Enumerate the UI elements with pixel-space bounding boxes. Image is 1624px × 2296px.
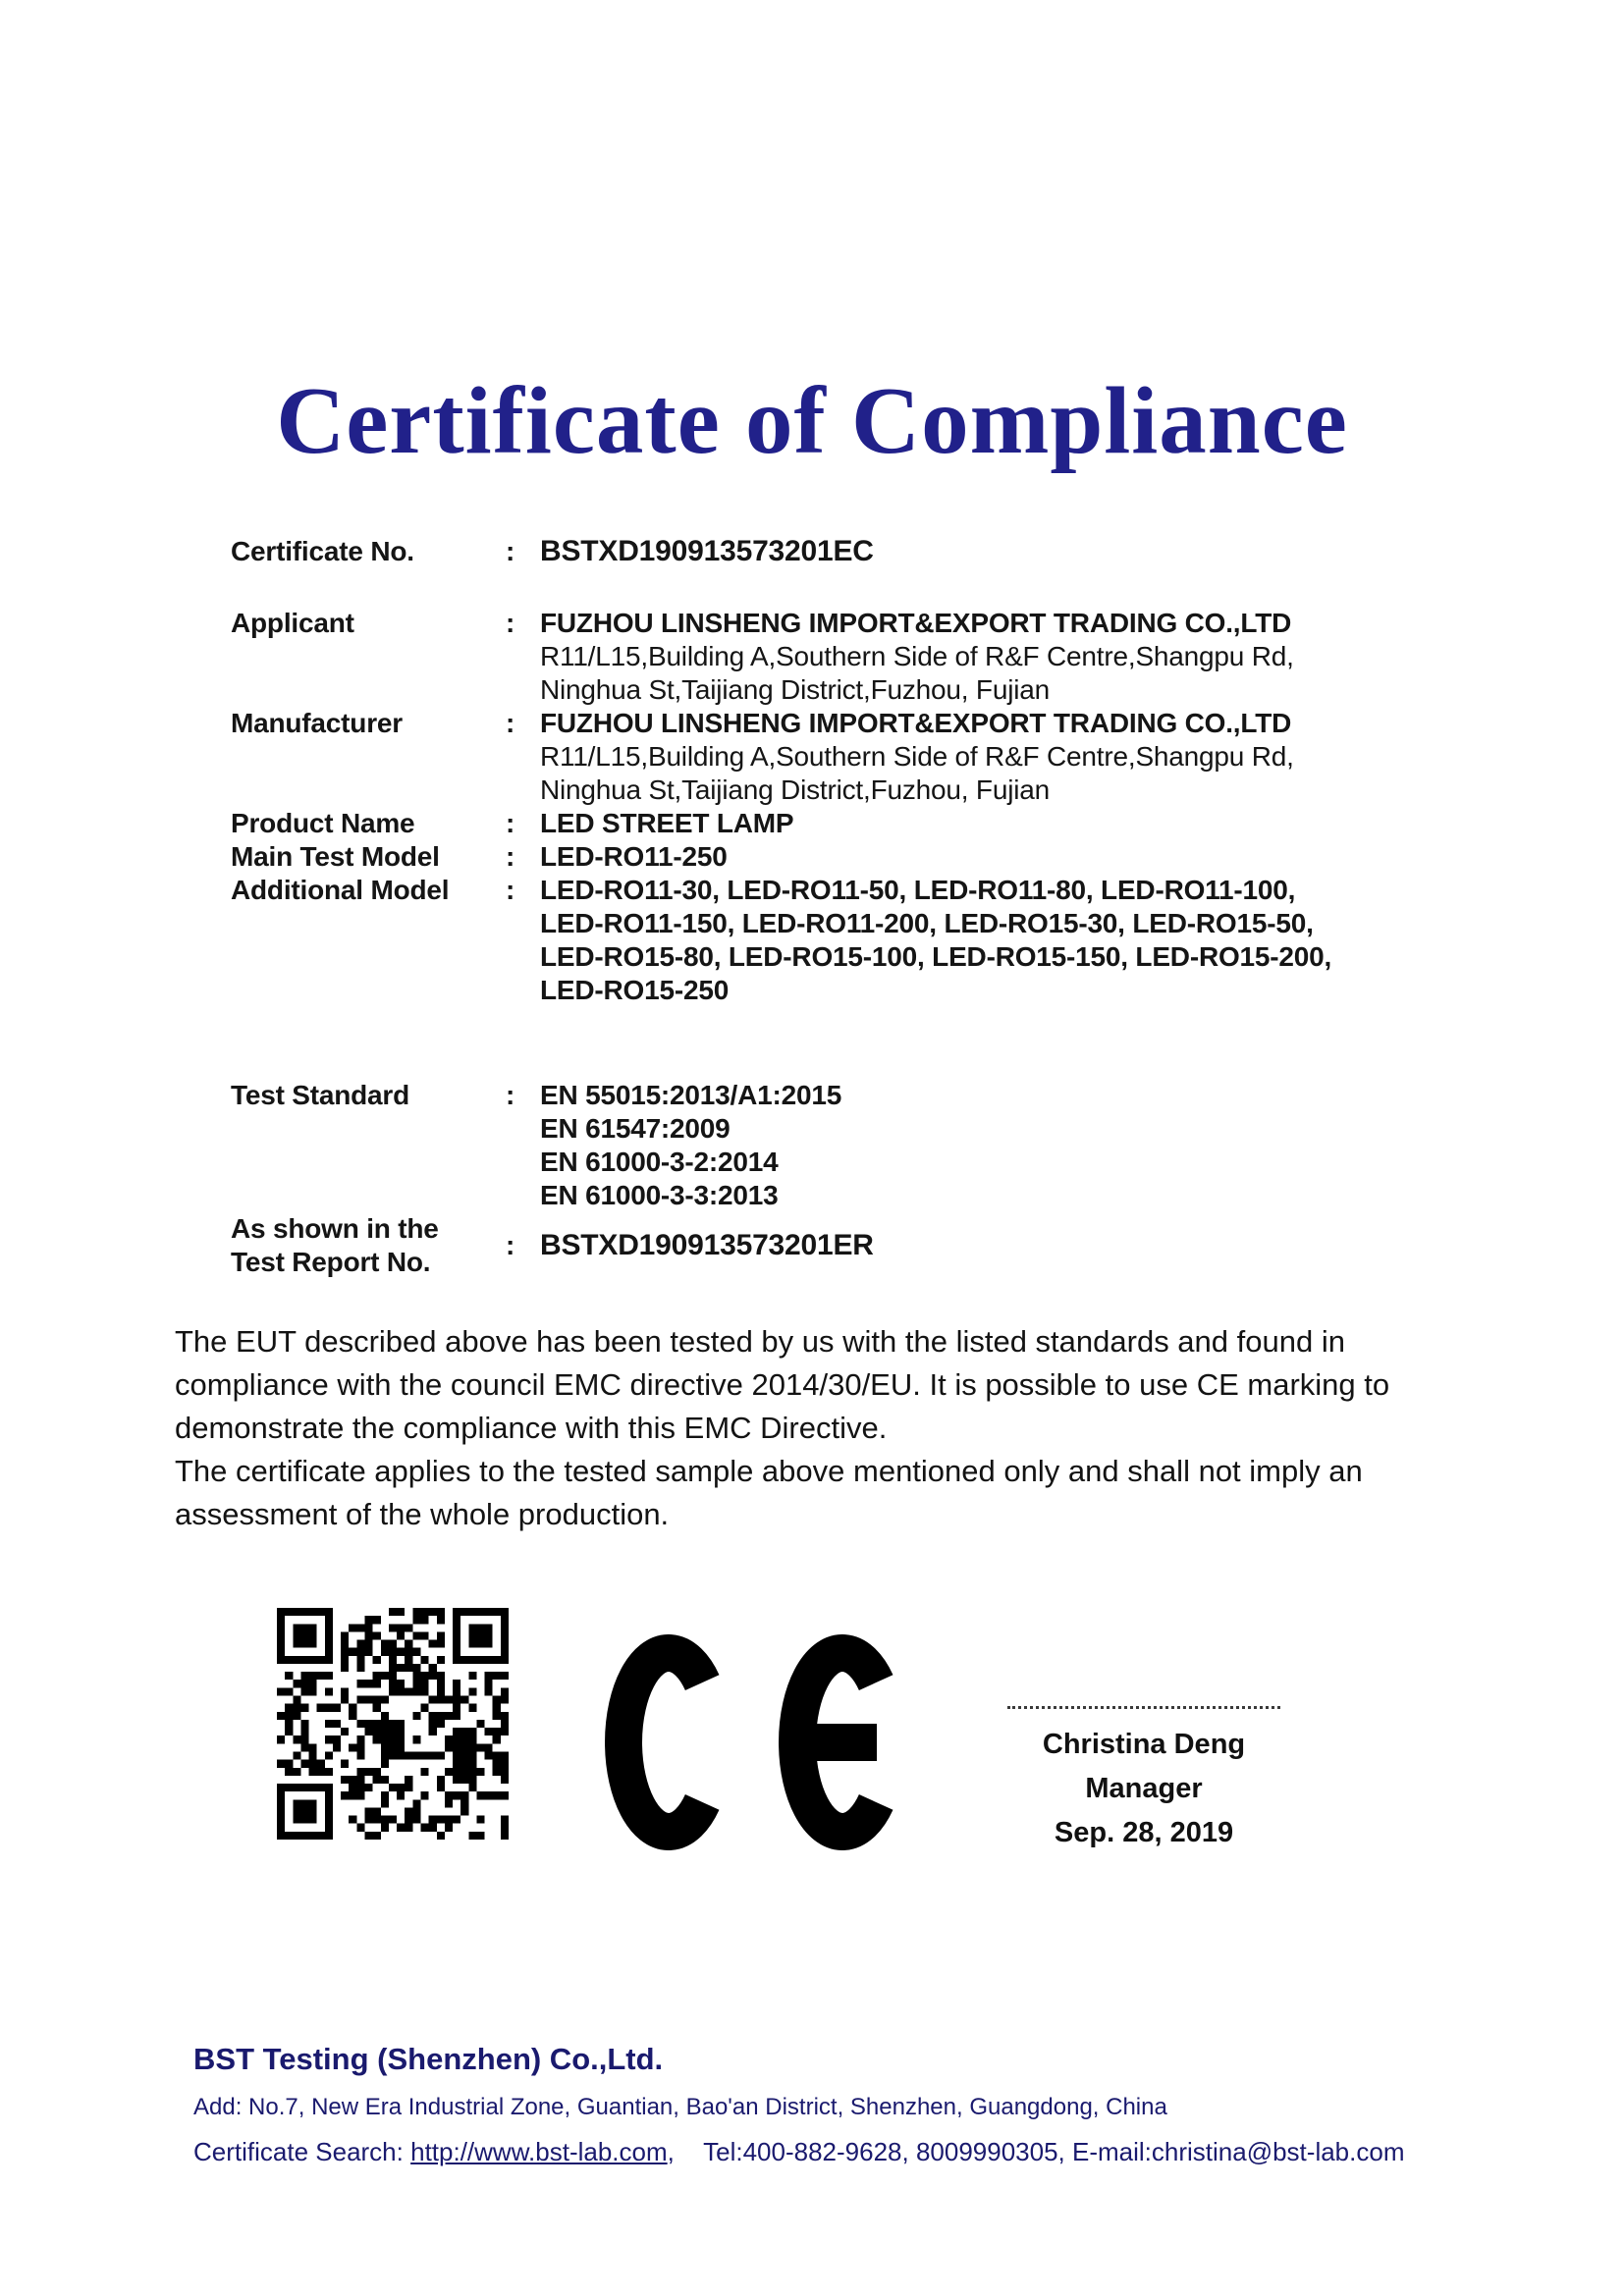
- test-standard-line: EN 61000-3-3:2013: [540, 1180, 779, 1210]
- row-manufacturer: [231, 707, 1477, 807]
- certificate-details: [231, 535, 1477, 1279]
- test-report-no-label-line2: Test Report No.: [231, 1247, 431, 1277]
- test-report-no-value: BSTXD190913573201ER: [540, 1229, 874, 1261]
- manufacturer-label: Manufacturer: [231, 708, 403, 738]
- applicant-address-line: Ninghua St,Taijiang District,Fuzhou, Fujian: [540, 674, 1050, 705]
- manufacturer-value: [540, 707, 1477, 807]
- additional-model-line: LED-RO15-250: [540, 975, 730, 1005]
- test-standard-line: EN 61547:2009: [540, 1113, 731, 1144]
- applicant-value: [540, 607, 1477, 707]
- certificate-no-label: Certificate No.: [231, 536, 414, 566]
- issuer-company-name: BST Testing (Shenzhen) Co.,Ltd.: [193, 2042, 664, 2076]
- additional-model-value: [540, 874, 1477, 1007]
- test-standard-line: EN 55015:2013/A1:2015: [540, 1080, 842, 1110]
- row-test-standard: [231, 1079, 1477, 1212]
- additional-model-label: Additional Model: [231, 875, 450, 905]
- colon: :: [506, 1230, 515, 1260]
- colon: :: [506, 536, 515, 566]
- row-test-report-no: [231, 1212, 1477, 1279]
- colon: :: [506, 875, 515, 905]
- certificate-no-value: BSTXD190913573201EC: [540, 535, 874, 567]
- colon: :: [506, 708, 515, 738]
- colon: :: [506, 1080, 515, 1110]
- main-test-model-label: Main Test Model: [231, 841, 440, 872]
- additional-model-line: LED-RO11-150, LED-RO11-200, LED-RO15-30, LED-RO15-50,: [540, 908, 1314, 938]
- additional-model-line: LED-RO11-30, LED-RO11-50, LED-RO11-80, LED-RO11-100,: [540, 875, 1296, 905]
- declaration-paragraph-2: The certificate applies to the tested sample above mentioned only and shall not imply an assessment of the whole production.: [175, 1454, 1363, 1531]
- issuer-contact: Tel:400-882-9628, 8009990305, E-mail:christina@bst-lab.com: [703, 2137, 1405, 2166]
- ce-marking-icon: [604, 1634, 898, 1850]
- declaration-text: [175, 1320, 1467, 1536]
- signature-dotted-line: [1007, 1706, 1280, 1709]
- row-product-name: [231, 807, 1477, 840]
- signature-date: Sep. 28, 2019: [1054, 1817, 1234, 1848]
- test-report-no-label: [231, 1212, 506, 1279]
- signature-block: [1001, 1706, 1286, 1855]
- row-certificate-no: [231, 535, 1477, 568]
- applicant-label: Applicant: [231, 608, 354, 638]
- manufacturer-company: FUZHOU LINSHENG IMPORT&EXPORT TRADING CO.,LTD: [540, 708, 1292, 738]
- applicant-address-line: R11/L15,Building A,Southern Side of R&F Centre,Shangpu Rd,: [540, 641, 1294, 671]
- main-test-model-value: LED-RO11-250: [540, 841, 728, 872]
- certificate-search-link[interactable]: http://www.bst-lab.com: [410, 2137, 668, 2166]
- product-name-value: LED STREET LAMP: [540, 808, 794, 838]
- signatory-role: Manager: [1085, 1773, 1203, 1804]
- issuer-address: Add: No.7, New Era Industrial Zone, Guantian, Bao'an District, Shenzhen, Guangdong, China: [193, 2094, 1167, 2120]
- colon: :: [506, 808, 515, 838]
- qr-code-icon: [277, 1608, 509, 1840]
- manufacturer-address-line: R11/L15,Building A,Southern Side of R&F Centre,Shangpu Rd,: [540, 741, 1294, 772]
- product-name-label: Product Name: [231, 808, 415, 838]
- certificate-search-label: Certificate Search:: [193, 2137, 404, 2166]
- test-standard-value: [540, 1079, 1477, 1212]
- row-additional-model: [231, 874, 1477, 1007]
- search-comma: ,: [667, 2137, 675, 2166]
- applicant-company: FUZHOU LINSHENG IMPORT&EXPORT TRADING CO.,LTD: [540, 608, 1292, 638]
- test-standard-label: Test Standard: [231, 1080, 410, 1110]
- declaration-paragraph-1: The EUT described above has been tested by us with the listed standards and found in compliance with the council EMC directive 2014/30/EU. It is possible to use CE marking to demonstrate the compliance with this EMC Directive.: [175, 1324, 1390, 1445]
- test-report-no-label-line1: As shown in the: [231, 1213, 439, 1244]
- manufacturer-address-line: Ninghua St,Taijiang District,Fuzhou, Fujian: [540, 774, 1050, 805]
- colon: :: [506, 608, 515, 638]
- certificate-search-line: [193, 2135, 1506, 2168]
- colon: :: [506, 841, 515, 872]
- test-standard-line: EN 61000-3-2:2014: [540, 1147, 779, 1177]
- row-main-test-model: [231, 840, 1477, 874]
- row-applicant: [231, 607, 1477, 707]
- page-title: Certificate of Compliance: [276, 368, 1348, 473]
- issuer-footer: [193, 2040, 1506, 2168]
- signatory-name: Christina Deng: [1042, 1729, 1246, 1760]
- marks-section: [0, 1608, 1624, 1942]
- additional-model-line: LED-RO15-80, LED-RO15-100, LED-RO15-150, LED-RO15-200,: [540, 941, 1332, 972]
